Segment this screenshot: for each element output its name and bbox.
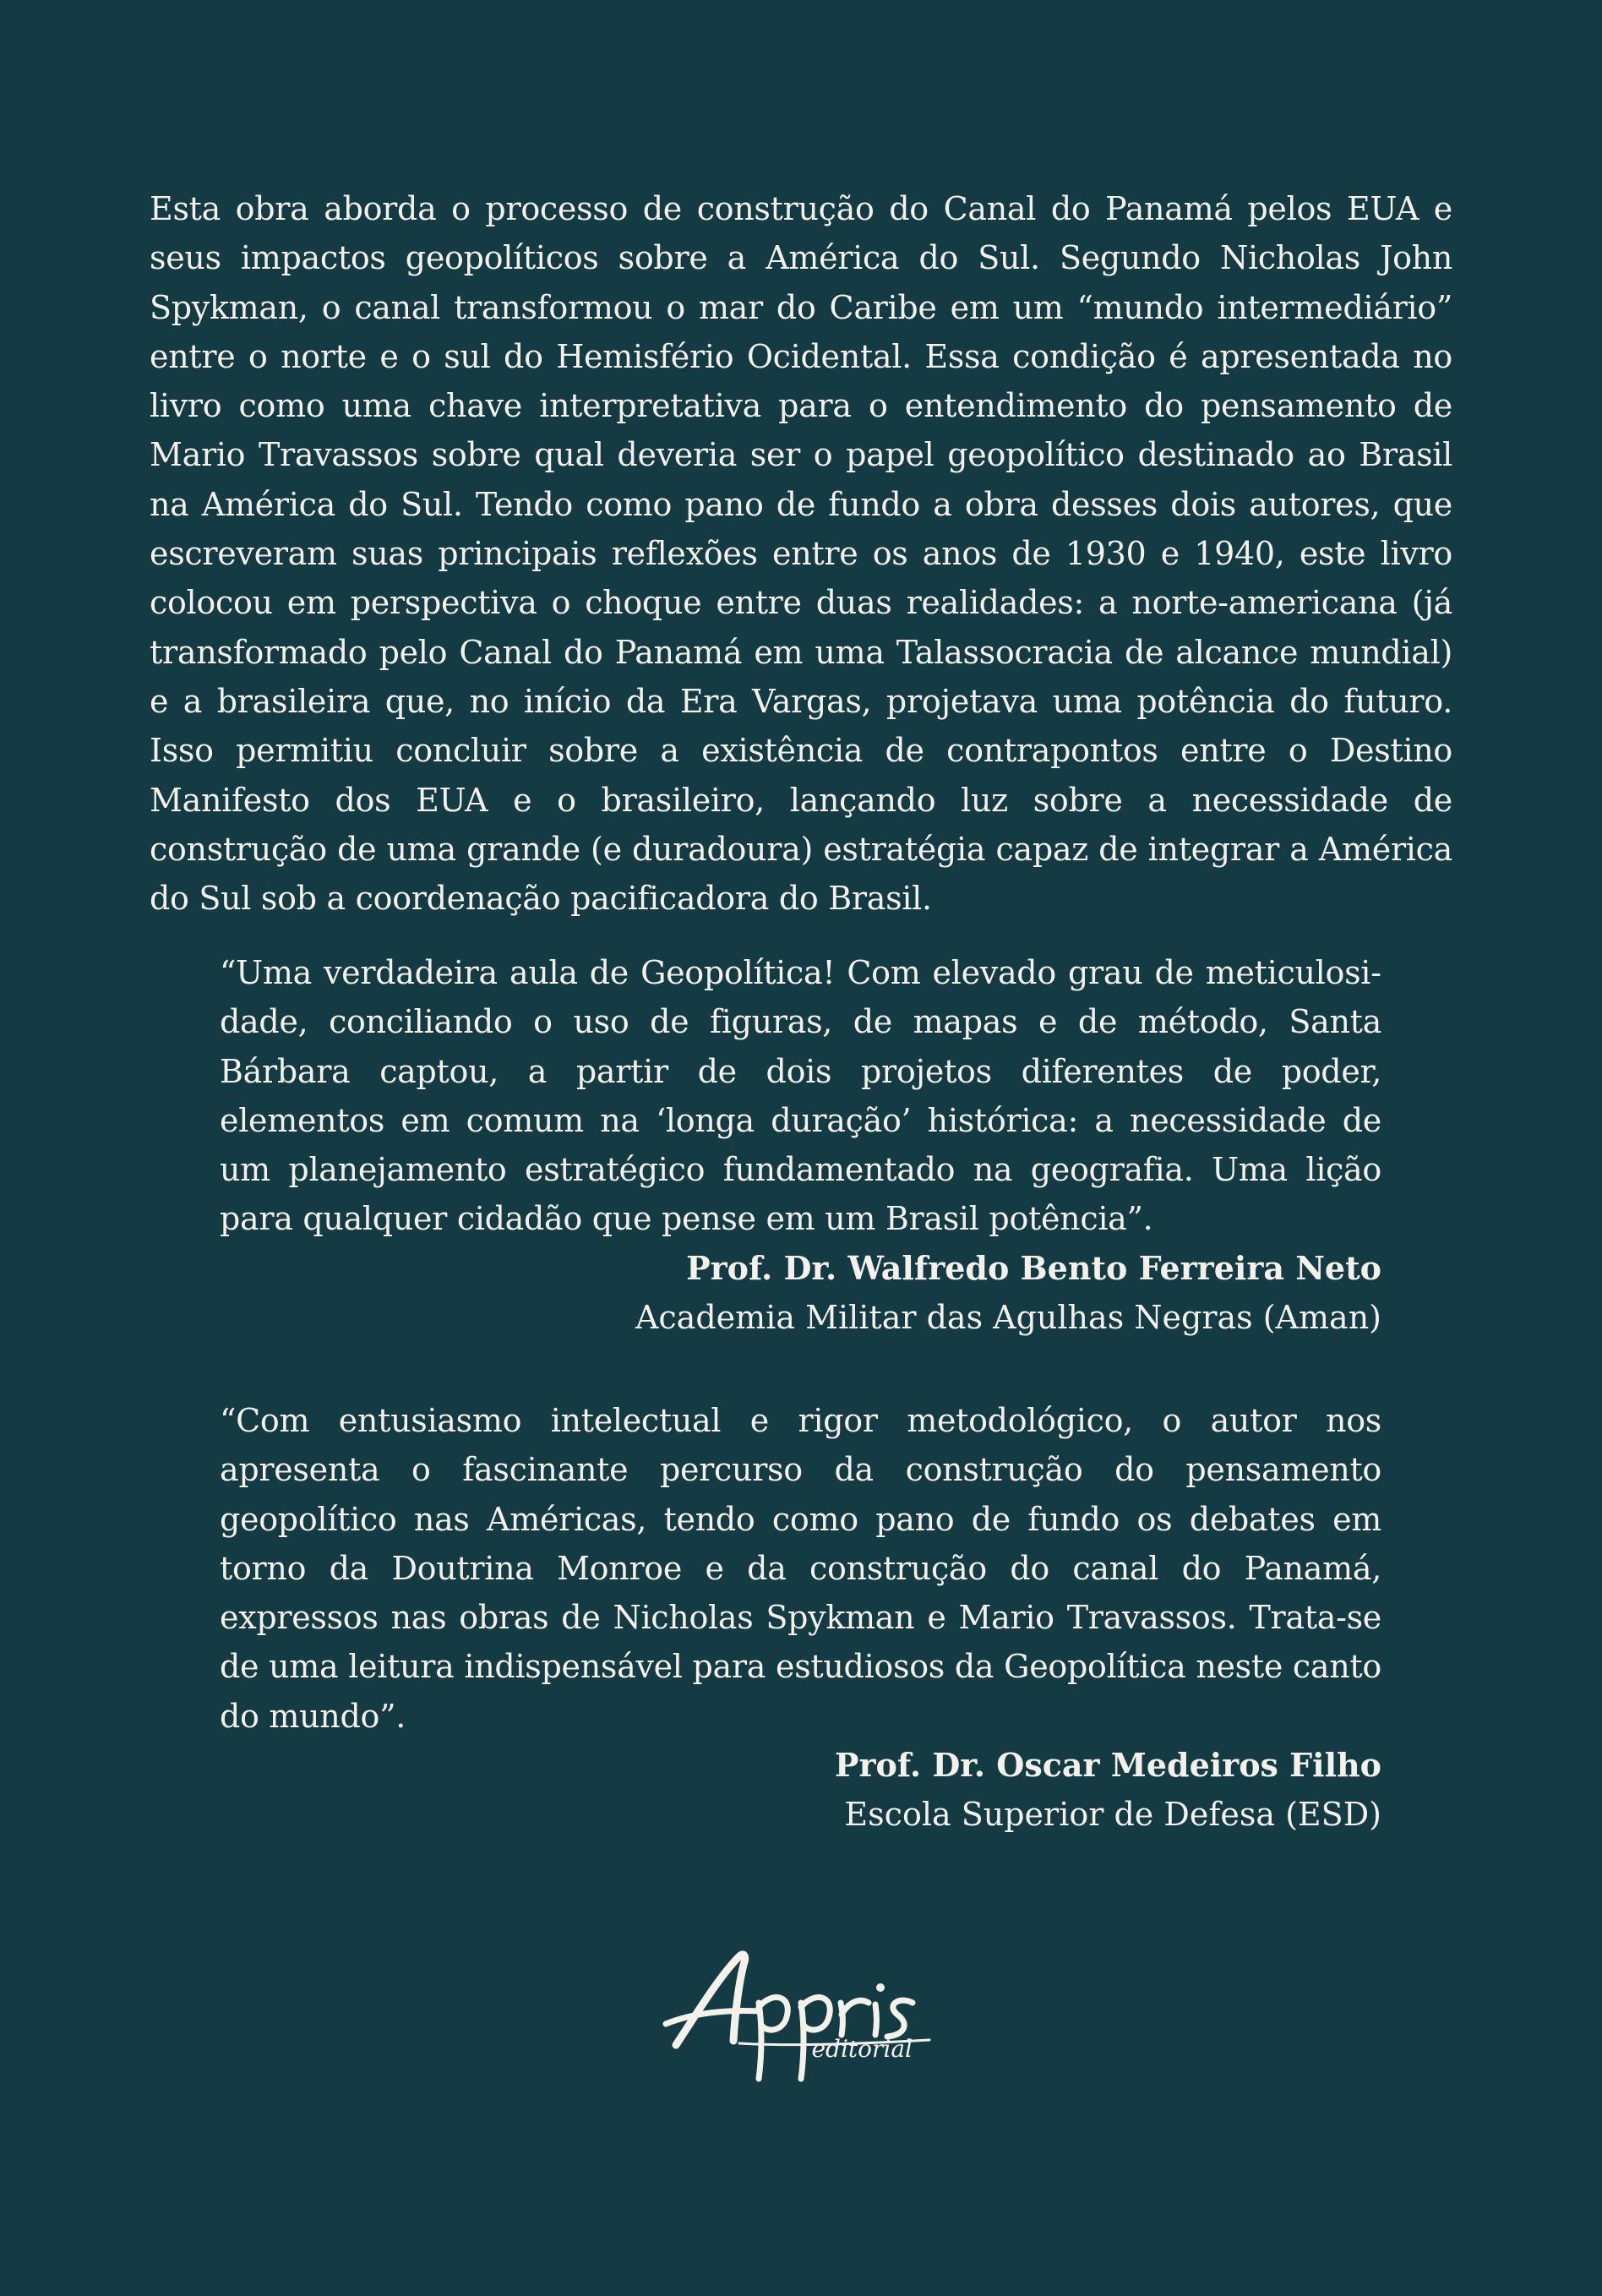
testimonial-quote: “Com entusiasmo intelectual e rigor metodológico, o autor nos apresenta o fascinante percurso da construção do pensamento geopolítico nas Américas, tendo como pano de fundo os debates em torno da Doutrina Monroe e da construção do canal do Panamá, expressos nas obras de Nicholas Spykman e Mario Travassos. Trata-se de uma leitura indispensável para estudiosos da Geopolítica neste canto do mundo”. [220, 1402, 1381, 1735]
logo-text [811, 2035, 913, 2063]
logo-subtitle: editorial [811, 2035, 913, 2063]
testimonial-quote: “Uma verdadeira aula de Geopolítica! Com elevado grau de meticulosidade, conciliando o uso de figuras, de mapas e de método, Santa Bárbara captou, a partir de dois projetos diferentes de poder, elementos em comum na ‘longa duração’ histórica: a necessidade de um planejamento estratégico fundamentado na geografia. Uma lição para qualquer cidadão que pense em um Brasil potência”. [220, 954, 1381, 1238]
testimonial-author: Prof. Dr. Walfredo Bento Ferreira Neto [686, 1248, 1381, 1287]
synopsis-paragraph: Esta obra aborda o processo de construção do Canal do Panamá pelos EUA e seus impactos geopolíticos sobre a América do Sul. Segundo Nicholas John Spykman, o canal transformou o mar do Caribe em um “mundo intermediário” entre o norte e o sul do Hemisfério Ocidental. Essa condição é apresentada no livro como uma chave interpretativa para o entendimento do pensamento de Mario Travassos sobre qual deveria ser o papel geopolítico destinado ao Brasil na América do Sul. Tendo como pano de fundo a obra desses dois autores, que escreveram suas principais reflexões entre os anos de 1930 e 1940, este livro colocou em perspectiva o choque entre duas realidades: a norte-americana (já transformado pelo Canal do Panamá em uma Talassocracia de alcance mundial) e a brasileira que, no início da Era Vargas, projetava uma potência do futuro. Isso permitiu concluir sobre a existência de contrapontos entre o Destino Manifesto dos EUA e o brasileiro, lançando luz sobre a necessidade de construção de uma grande (e duradoura) estratégia capaz de integrar a América do Sul sob a coordenação pacificadora do Brasil. [150, 190, 1452, 918]
testimonial-affiliation: Academia Militar das Agulhas Negras (Aman) [635, 1298, 1381, 1336]
appris-logo-icon [659, 1944, 946, 2087]
testimonial-2 [220, 1396, 1381, 1839]
publisher-logo [659, 1944, 946, 2087]
testimonial-1 [220, 948, 1381, 1342]
testimonial-author: Prof. Dr. Oscar Medeiros Filho [834, 1746, 1381, 1785]
testimonial-affiliation: Escola Superior de Defesa (ESD) [844, 1796, 1381, 1834]
